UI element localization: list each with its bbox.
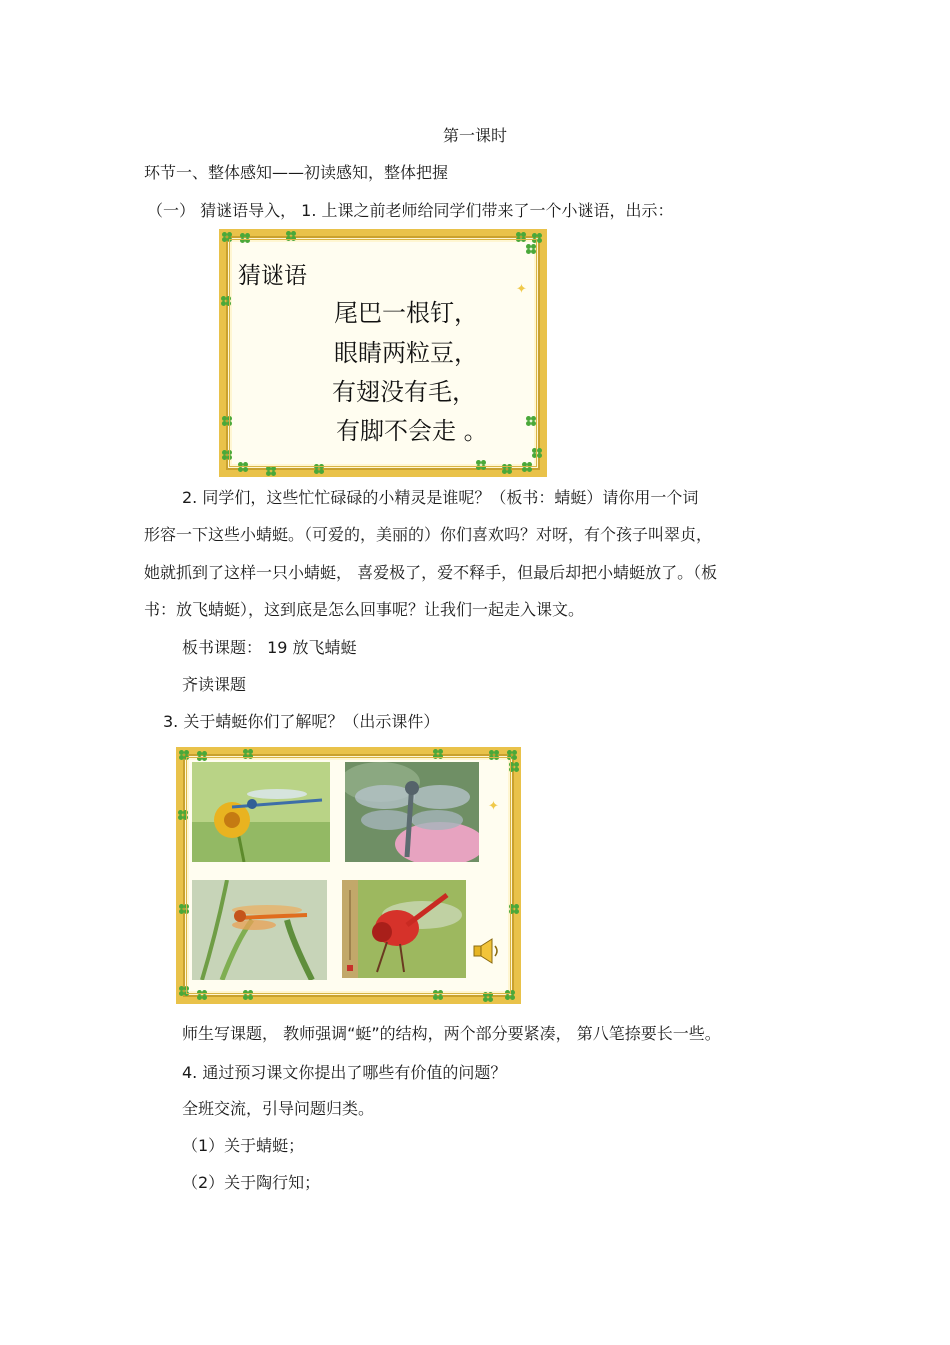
riddle-heading: 猜谜语 xyxy=(238,263,307,289)
question-4-line: 4. 通过预习课文你提出了哪些有价值的问题？ xyxy=(182,1063,507,1082)
clover-icon xyxy=(243,749,253,759)
clover-icon xyxy=(314,464,324,474)
clover-icon xyxy=(222,416,232,426)
clover-icon xyxy=(238,462,248,472)
clover-icon xyxy=(178,810,188,820)
clover-icon xyxy=(221,296,231,306)
clover-icon xyxy=(532,233,542,243)
riddle-line-2: 眼睛两粒豆， xyxy=(334,339,478,367)
speaker-icon[interactable] xyxy=(472,936,502,966)
clover-icon xyxy=(197,751,207,761)
clover-icon xyxy=(532,448,542,458)
clover-icon xyxy=(433,990,443,1000)
para2-line-2: 形容一下这些小蜻蜓。（可爱的，美丽的）你们喜欢吗？对呀，有个孩子叫翠贞， xyxy=(144,525,713,544)
clover-icon xyxy=(526,416,536,426)
clover-icon xyxy=(505,990,515,1000)
clover-icon xyxy=(240,233,250,243)
orange-dragonfly-on-grass-photo xyxy=(192,880,327,980)
board-title-line: 板书课题： 19 放飞蜻蜓 xyxy=(182,638,357,657)
para2-line-4: 书：放飞蜻蜓），这到底是怎么回事呢？让我们一起走入课文。 xyxy=(144,600,585,619)
riddle-card xyxy=(219,229,547,477)
category-1-line: （1）关于蜻蜓； xyxy=(182,1136,305,1155)
clover-icon xyxy=(507,750,517,760)
red-dragonfly-closeup-photo xyxy=(342,880,466,978)
clover-icon xyxy=(433,749,443,759)
riddle-line-1: 尾巴一根钉， xyxy=(334,299,478,327)
riddle-line-4: 有脚不会走 。 xyxy=(336,417,488,445)
question-3-line: 3. 关于蜻蜓你们了解呢？（出示课件） xyxy=(163,712,440,731)
para2-line-1: 2. 同学们，这些忙忙碌碌的小精灵是谁呢？（板书：蜻蜓）请你用一个词 xyxy=(182,488,699,507)
clover-icon xyxy=(502,464,512,474)
riddle-line-3: 有翅没有毛， xyxy=(332,378,476,406)
read-title-line: 齐读课题 xyxy=(182,675,247,694)
lesson-title: 第一课时 xyxy=(442,126,507,145)
clover-icon xyxy=(243,990,253,1000)
clover-icon xyxy=(197,990,207,1000)
category-2-line: （2）关于陶行知； xyxy=(182,1173,321,1192)
sparkle-icon: ✦ xyxy=(488,799,499,814)
clover-icon xyxy=(509,762,519,772)
intro-line: （一） 猜谜语导入， 1. 上课之前老师给同学们带来了一个小谜语，出示： xyxy=(147,201,674,220)
clover-icon xyxy=(483,992,493,1002)
section-heading: 环节一、整体感知——初读感知，整体把握 xyxy=(144,163,449,182)
clover-icon xyxy=(516,232,526,242)
clover-icon xyxy=(489,750,499,760)
clover-icon xyxy=(266,466,276,476)
clover-icon xyxy=(286,231,296,241)
clover-icon xyxy=(179,904,189,914)
clover-icon xyxy=(522,462,532,472)
clover-icon xyxy=(179,986,189,996)
clover-icon xyxy=(222,232,232,242)
clover-icon xyxy=(509,904,519,914)
gray-dragonfly-on-pink-flower-photo xyxy=(345,762,479,862)
sparkle-icon: ✦ xyxy=(516,282,527,297)
clover-icon xyxy=(179,750,189,760)
exchange-line: 全班交流，引导问题归类。 xyxy=(182,1099,375,1118)
after-photo-line-1: 师生写课题， 教师强调“蜓”的结构，两个部分要紧凑， 第八笔捺要长一些。 xyxy=(182,1024,721,1043)
clover-icon xyxy=(222,450,232,460)
para2-line-3: 她就抓到了这样一只小蜻蜓， 喜爱极了，爱不释手，但最后却把小蜻蜓放了。（板 xyxy=(144,563,718,582)
blue-damselfly-on-yellow-flower-photo xyxy=(192,762,330,862)
clover-icon xyxy=(476,460,486,470)
clover-icon xyxy=(526,244,536,254)
